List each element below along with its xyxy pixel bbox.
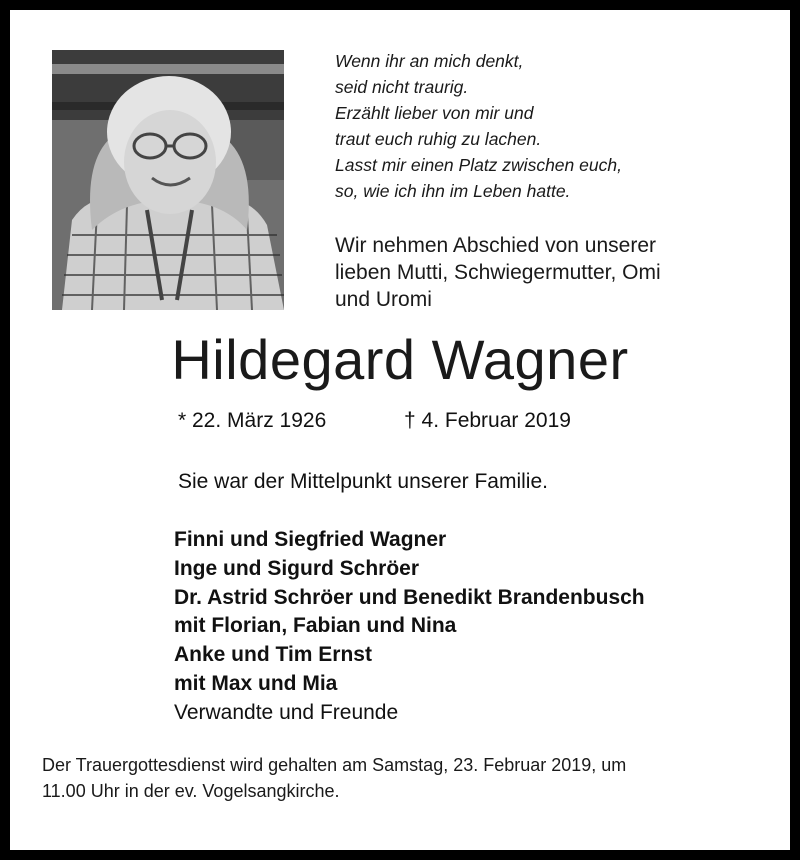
poem-line: Lasst mir einen Platz zwischen euch, [335,155,622,175]
intro-line: und Uromi [335,288,432,311]
service-line: 11.00 Uhr in der ev. Vogelsangkirche. [42,781,340,801]
service-line: Der Trauergottesdienst wird gehalten am Samstag, 23. Februar 2019, um [42,755,627,775]
poem-line: Wenn ihr an mich denkt, [335,51,524,71]
family-tagline: Sie war der Mittelpunkt unserer Familie. [178,470,548,493]
mourner-line: mit Max und Mia [174,671,338,695]
mourner-line: Anke und Tim Ernst [174,643,372,667]
mourner-line: Dr. Astrid Schröer und Benedikt Brandenbusch [174,585,645,609]
poem [335,48,755,204]
intro-line: Wir nehmen Abschied von unserer [335,234,656,257]
poem-line: seid nicht traurig. [335,77,469,97]
death-date: † 4. Februar 2019 [404,409,571,432]
deceased-name: Hildegard Wagner [171,328,629,391]
mourner-line: Inge und Sigurd Schröer [174,556,420,580]
mourners-list [174,526,645,728]
intro-line: lieben Mutti, Schwiegermutter, Omi [335,261,661,284]
service-notice [42,752,762,804]
poem-line: so, wie ich ihn im Leben hatte. [335,181,571,201]
portrait-photo [52,50,284,310]
mourner-line: Finni und Siegfried Wagner [174,528,447,551]
mourner-line: mit Florian, Fabian und Nina [174,614,457,638]
portrait-photo-icon [52,50,284,310]
poem-line: Erzählt lieber von mir und [335,103,534,123]
mourner-line: Verwandte und Freunde [174,700,399,724]
birth-date: * 22. März 1926 [178,409,327,432]
poem-line: traut euch ruhig zu lachen. [335,129,542,149]
farewell-intro [335,232,765,313]
